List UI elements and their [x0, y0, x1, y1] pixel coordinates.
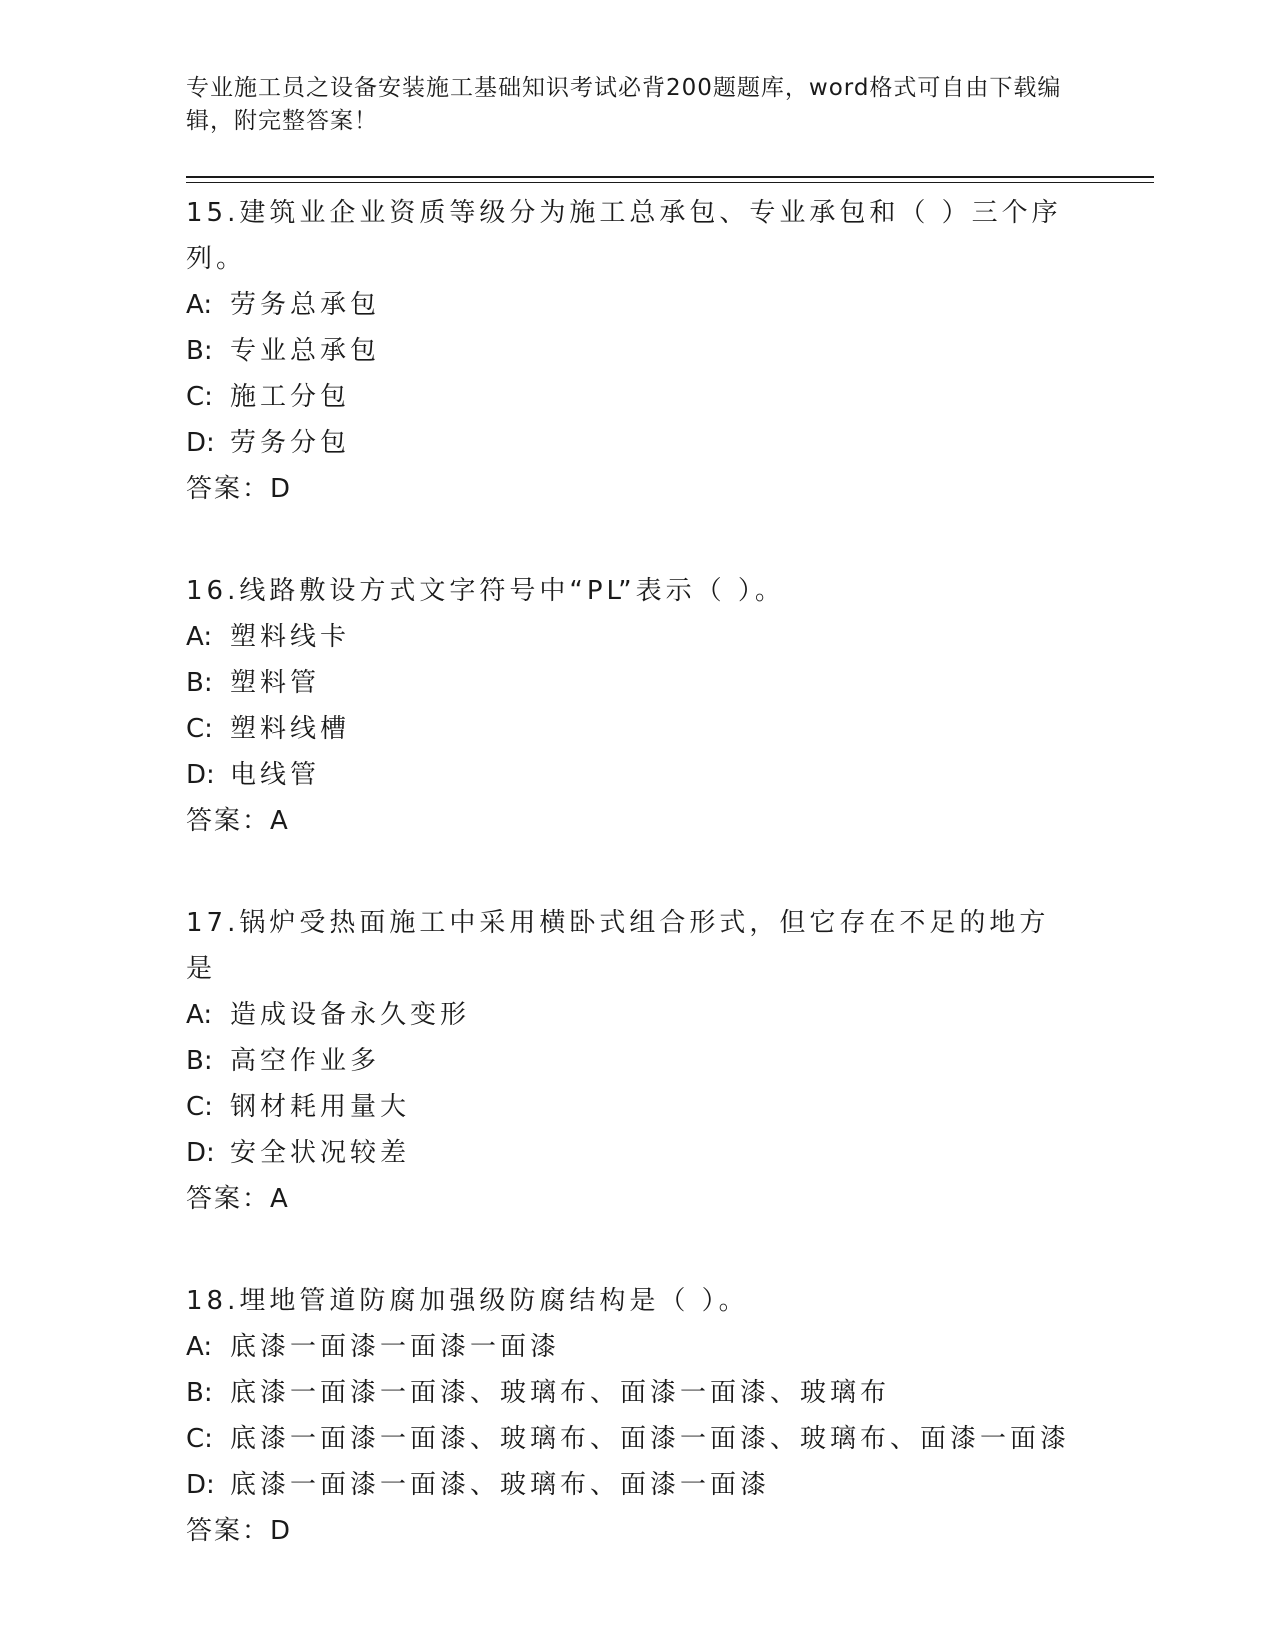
- option-label: A:: [186, 1000, 213, 1030]
- question-17: [186, 900, 1086, 1222]
- option-label: D:: [186, 1138, 215, 1168]
- question-15: [186, 190, 1086, 512]
- option-b: [186, 660, 1086, 706]
- answer-label: 答案：: [186, 1516, 271, 1546]
- option-label: C:: [186, 1092, 213, 1122]
- option-text: 钢材耗用量大: [230, 1092, 411, 1122]
- question-text: 锅炉受热面施工中采用横卧式组合形式，但它存在不足的地方是: [186, 908, 1050, 984]
- option-text: 安全状况较差: [230, 1138, 411, 1168]
- option-d: [186, 752, 1086, 798]
- option-label: C:: [186, 1424, 213, 1454]
- option-a: [186, 614, 1086, 660]
- header-divider-thin: [186, 182, 1154, 183]
- question-16: [186, 568, 1086, 844]
- option-text: 底漆一面漆一面漆、玻璃布、面漆一面漆: [230, 1470, 771, 1500]
- answer-line: [186, 466, 1086, 512]
- option-label: B:: [186, 1046, 213, 1076]
- question-text: 建筑业企业资质等级分为施工总承包、专业承包和（ ）三个序列。: [186, 198, 1062, 274]
- answer-label: 答案：: [186, 474, 271, 504]
- option-text: 高空作业多: [230, 1046, 381, 1076]
- option-text: 底漆一面漆一面漆一面漆: [230, 1332, 561, 1362]
- option-d: [186, 1462, 1086, 1508]
- option-c: [186, 1084, 1086, 1130]
- option-b: [186, 1370, 1086, 1416]
- header-divider-thick: [186, 176, 1154, 178]
- option-label: A:: [186, 290, 213, 320]
- option-text: 底漆一面漆一面漆、玻璃布、面漆一面漆、玻璃布、面漆一面漆: [230, 1424, 1071, 1454]
- option-text: 劳务分包: [230, 428, 351, 458]
- option-text: 电线管: [230, 760, 321, 790]
- option-text: 塑料线槽: [230, 714, 351, 744]
- document-header: 专业施工员之设备安装施工基础知识考试必背200题题库，word格式可自由下载编辑，附完整答案！: [186, 75, 1062, 134]
- question-number: 15.: [186, 198, 240, 228]
- option-d: [186, 420, 1086, 466]
- option-text: 劳务总承包: [230, 290, 381, 320]
- option-text: 专业总承包: [230, 336, 381, 366]
- option-label: D:: [186, 760, 215, 790]
- option-a: [186, 992, 1086, 1038]
- answer-value: A: [270, 1184, 289, 1214]
- option-label: D:: [186, 1470, 215, 1500]
- answer-line: [186, 1176, 1086, 1222]
- question-stem: [186, 900, 1066, 992]
- question-text: 线路敷设方式文字符号中“PL”表示（ ）。: [239, 576, 785, 606]
- question-stem: [186, 190, 1066, 282]
- question-number: 18.: [186, 1286, 240, 1316]
- answer-line: [186, 1508, 1086, 1554]
- answer-label: 答案：: [186, 1184, 271, 1214]
- question-stem: [186, 568, 1066, 614]
- option-text: 底漆一面漆一面漆、玻璃布、面漆一面漆、玻璃布: [230, 1378, 891, 1408]
- option-text: 施工分包: [230, 382, 351, 412]
- question-18: [186, 1278, 1086, 1554]
- option-label: A:: [186, 1332, 213, 1362]
- option-text: 塑料线卡: [230, 622, 351, 652]
- question-text: 埋地管道防腐加强级防腐结构是（ ）。: [239, 1286, 749, 1316]
- answer-value: D: [270, 474, 292, 504]
- option-b: [186, 1038, 1086, 1084]
- option-text: 塑料管: [230, 668, 321, 698]
- question-stem: [186, 1278, 1066, 1324]
- answer-value: D: [270, 1516, 292, 1546]
- question-number: 16.: [186, 576, 240, 606]
- question-number: 17.: [186, 908, 240, 938]
- answer-value: A: [270, 806, 289, 836]
- option-label: B:: [186, 668, 213, 698]
- option-a: [186, 282, 1086, 328]
- answer-label: 答案：: [186, 806, 271, 836]
- option-label: B:: [186, 336, 213, 366]
- answer-line: [186, 798, 1086, 844]
- option-label: A:: [186, 622, 213, 652]
- question-list: [186, 190, 1086, 1610]
- option-c: [186, 706, 1086, 752]
- option-a: [186, 1324, 1086, 1370]
- option-label: C:: [186, 382, 213, 412]
- option-c: [186, 374, 1086, 420]
- option-text: 造成设备永久变形: [230, 1000, 471, 1030]
- option-b: [186, 328, 1086, 374]
- option-label: C:: [186, 714, 213, 744]
- option-c: [186, 1416, 1086, 1462]
- option-label: D:: [186, 428, 215, 458]
- option-d: [186, 1130, 1086, 1176]
- option-label: B:: [186, 1378, 213, 1408]
